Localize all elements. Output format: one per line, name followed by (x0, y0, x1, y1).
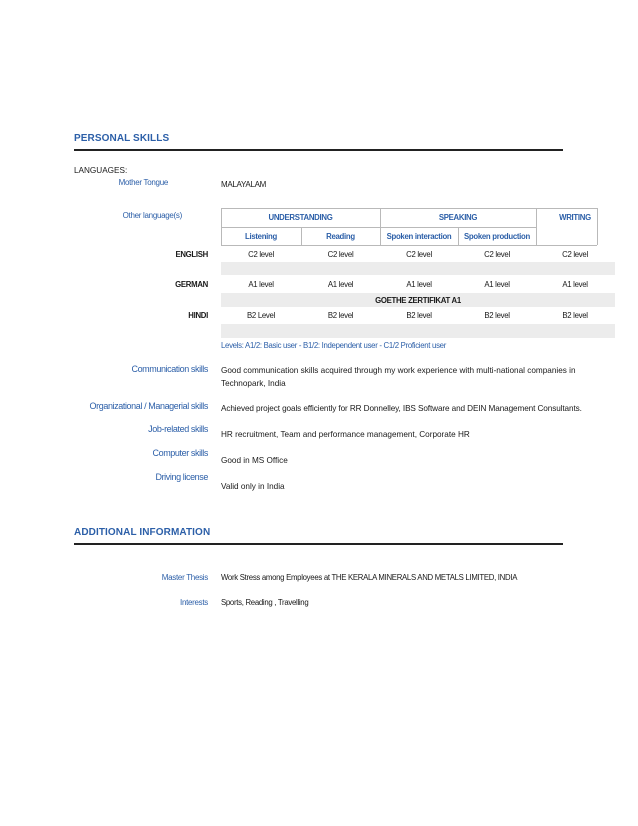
table-cell: A1 level (562, 280, 588, 289)
mother-tongue-value: MALAYALAM (221, 180, 267, 189)
language-name-german: GERMAN (175, 280, 208, 289)
subheader-listening: Listening (245, 232, 277, 241)
table-cell: C2 level (484, 250, 510, 259)
table-cell: B2 level (484, 311, 510, 320)
organizational-skills-value: Achieved project goals efficiently for RR Donnelley, IBS Software and DEIN Management Consultants. (221, 404, 582, 413)
header-speaking: SPEAKING (438, 213, 478, 222)
other-languages-label: Other language(s) (122, 211, 182, 220)
certificate-text: GOETHE ZERTIFIKAT A1 (375, 296, 461, 305)
subheader-spoken-interaction: Spoken interaction (386, 232, 452, 241)
table-cell: C2 level (327, 250, 354, 259)
header-understanding: UNDERSTANDING (268, 213, 333, 222)
table-cell: B2 level (562, 311, 588, 320)
section-title-personal-skills: PERSONAL SKILLS (74, 133, 170, 144)
section-divider (74, 543, 563, 545)
computer-skills-value: Good in MS Office (221, 456, 288, 465)
table-cell: C2 level (248, 250, 274, 259)
table-border (221, 227, 536, 228)
communication-skills-label: Communication skills (131, 364, 208, 374)
table-cell: B2 level (327, 311, 354, 320)
mother-tongue-label: Mother Tongue (118, 178, 168, 187)
interests-label: Interests (180, 598, 208, 607)
table-border (221, 208, 597, 209)
language-name-english: ENGLISH (175, 250, 208, 259)
table-cell: A1 level (327, 280, 354, 289)
table-cell: A1 level (484, 280, 510, 289)
section-divider (74, 149, 563, 151)
language-name-hindi: HINDI (188, 311, 208, 320)
table-cell: A1 level (248, 280, 274, 289)
section-title-additional-information: ADDITIONAL INFORMATION (74, 527, 211, 538)
computer-skills-label: Computer skills (152, 448, 208, 458)
header-writing: WRITING (559, 213, 591, 222)
master-thesis-value: Work Stress among Employees at THE KERALA MINERALS AND METALS LIMITED, INDIA (221, 573, 518, 582)
certificate-band (221, 262, 615, 275)
languages-label: LANGUAGES: (74, 166, 128, 175)
job-related-skills-label: Job-related skills (148, 424, 208, 434)
master-thesis-label: Master Thesis (161, 573, 208, 582)
organizational-skills-label: Organizational / Managerial skills (89, 401, 208, 411)
communication-skills-value: Good communication skills acquired through my work experience with multi-national companies in Technopark, India (221, 366, 576, 388)
table-cell: B2 level (406, 311, 432, 320)
table-cell: C2 level (562, 250, 588, 259)
interests-value: Sports, Reading , Travelling (221, 598, 309, 607)
levels-note: Levels: A1/2: Basic user - B1/2: Independent user - C1/2 Proficient user (221, 341, 447, 350)
job-related-skills-value: HR recruitment, Team and performance management, Corporate HR (221, 430, 470, 439)
table-cell: A1 level (406, 280, 432, 289)
driving-license-label: Driving license (155, 472, 208, 482)
table-border (221, 245, 597, 246)
driving-license-value: Valid only in India (221, 482, 285, 491)
subheader-reading: Reading (326, 232, 355, 241)
table-cell: B2 Level (247, 311, 275, 320)
certificate-band (221, 324, 615, 338)
table-cell: C2 level (406, 250, 432, 259)
subheader-spoken-production: Spoken production (464, 232, 530, 241)
